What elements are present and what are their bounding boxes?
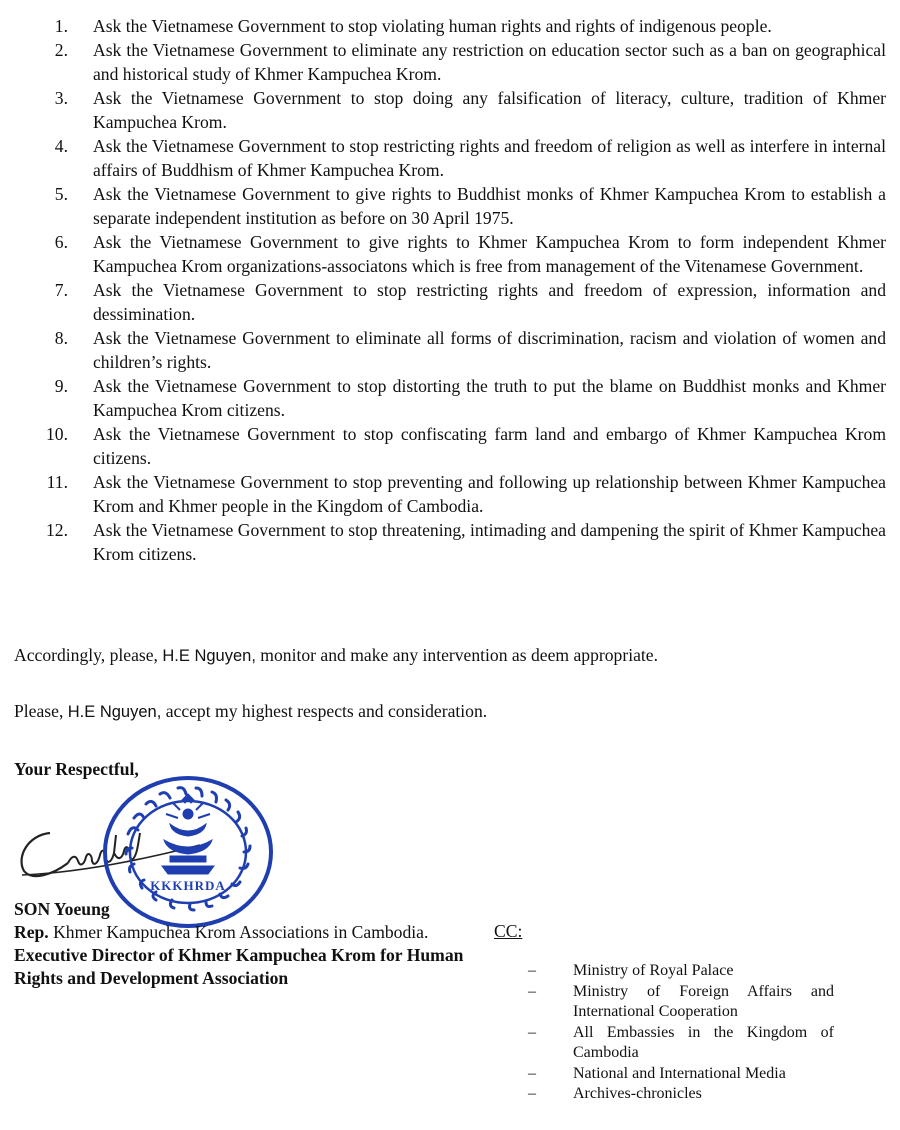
item-number: 4. bbox=[54, 136, 68, 156]
item-text: Ask the Vietnamese Government to stop preventing and following up relationship between Khmer Kampuchea Krom and Khmer people in the Kingdom of Cambodia. bbox=[93, 472, 886, 516]
rep-organization: Khmer Kampuchea Krom Associations in Cambodia. bbox=[48, 922, 429, 942]
signer-representation bbox=[14, 921, 484, 944]
list-item bbox=[0, 86, 900, 134]
paragraph-text-after: accept my highest respects and consideration. bbox=[161, 701, 488, 721]
paragraph-text-before: Accordingly, please, bbox=[14, 645, 163, 665]
closing-salutation: Your Respectful, bbox=[14, 759, 139, 779]
list-item bbox=[0, 518, 900, 566]
item-text: Ask the Vietnamese Government to give rights to Khmer Kampuchea Krom to form independent Khmer Kampuchea Krom organizations-associatons which is free from management of the Vitenamese Government. bbox=[93, 232, 886, 276]
item-number: 5. bbox=[54, 184, 68, 204]
cc-dash: – bbox=[528, 962, 536, 979]
item-text: Ask the Vietnamese Government to eliminate all forms of discrimination, racism and violation of women and children’s rights. bbox=[93, 328, 886, 372]
item-number: 2. bbox=[54, 40, 68, 60]
item-text: Ask the Vietnamese Government to stop distorting the truth to put the blame on Buddhist monks and Khmer Kampuchea Krom citizens. bbox=[93, 376, 886, 420]
cc-item-text: All Embassies in the Kingdom of Cambodia bbox=[573, 1023, 834, 1061]
cc-dash: – bbox=[528, 1064, 536, 1082]
cc-list bbox=[528, 961, 834, 1105]
list-item bbox=[0, 374, 900, 422]
item-text: Ask the Vietnamese Government to stop violating human rights and rights of indigenous people. bbox=[93, 16, 772, 36]
stamp-text: KKKHRDA bbox=[150, 878, 226, 893]
cc-item bbox=[528, 982, 834, 1023]
item-number: 9. bbox=[54, 376, 68, 396]
item-text: Ask the Vietnamese Government to give rights to Buddhist monks of Khmer Kampuchea Krom to establish a separate independent institution as before on 30 April 1975. bbox=[93, 184, 886, 228]
recipient-name: H.E Nguyen, bbox=[67, 703, 162, 721]
item-text: Ask the Vietnamese Government to stop confiscating farm land and embargo of Khmer Kampuchea Krom citizens. bbox=[93, 424, 886, 468]
item-number: 12. bbox=[46, 520, 68, 540]
intervention-paragraph bbox=[14, 643, 658, 668]
cc-title: CC: bbox=[494, 921, 523, 941]
cc-item bbox=[528, 1023, 834, 1064]
list-item bbox=[0, 38, 900, 86]
list-item bbox=[0, 14, 900, 38]
cc-item-text: Ministry of Royal Palace bbox=[573, 962, 734, 979]
list-item bbox=[0, 230, 900, 278]
respects-paragraph bbox=[14, 699, 487, 724]
cc-item bbox=[528, 1084, 834, 1105]
cc-dash: – bbox=[528, 1085, 536, 1102]
cc-item-text: National and International Media bbox=[573, 1064, 786, 1082]
list-item bbox=[0, 422, 900, 470]
item-number: 10. bbox=[46, 424, 68, 444]
cc-item-text: Archives-chronicles bbox=[573, 1085, 702, 1102]
signature-block bbox=[14, 898, 484, 990]
item-text: Ask the Vietnamese Government to stop doing any falsification of literacy, culture, tradition of Khmer Kampuchea Krom. bbox=[93, 88, 886, 132]
item-number: 8. bbox=[54, 328, 68, 348]
paragraph-text-after: monitor and make any intervention as deem appropriate. bbox=[255, 645, 658, 665]
signer-title: Executive Director of Khmer Kampuchea Krom for Human Rights and Development Association bbox=[14, 945, 464, 988]
cc-item bbox=[528, 961, 834, 982]
item-number: 1. bbox=[54, 16, 68, 36]
recipient-name: H.E Nguyen, bbox=[162, 647, 256, 665]
paragraph-text-before: Please, bbox=[14, 701, 68, 721]
signer-name: SON Yoeung bbox=[14, 899, 110, 919]
list-item bbox=[0, 470, 900, 518]
item-text: Ask the Vietnamese Government to stop threatening, intimading and dampening the spirit of Khmer Kampuchea Krom citizens. bbox=[93, 520, 886, 564]
item-number: 6. bbox=[54, 232, 68, 252]
item-text: Ask the Vietnamese Government to stop restricting rights and freedom of religion as well as interfere in internal affairs of Buddhism of Khmer Kampuchea Krom. bbox=[93, 136, 886, 180]
request-list bbox=[0, 14, 900, 566]
rep-prefix: Rep. bbox=[14, 922, 49, 942]
list-item bbox=[0, 278, 900, 326]
list-item bbox=[0, 326, 900, 374]
item-number: 7. bbox=[54, 280, 68, 300]
cc-dash: – bbox=[528, 982, 536, 1000]
cc-item bbox=[528, 1064, 834, 1085]
item-text: Ask the Vietnamese Government to eliminate any restriction on education sector such as a ban on geographical and historical study of Khmer Kampuchea Krom. bbox=[93, 40, 886, 84]
cc-dash: – bbox=[528, 1023, 536, 1041]
cc-item-text: Ministry of Foreign Affairs and International Cooperation bbox=[573, 982, 834, 1020]
item-number: 3. bbox=[54, 88, 68, 108]
list-item bbox=[0, 182, 900, 230]
list-item bbox=[0, 134, 900, 182]
item-text: Ask the Vietnamese Government to stop restricting rights and freedom of expression, information and dessimination. bbox=[93, 280, 886, 324]
item-number: 11. bbox=[46, 472, 68, 492]
